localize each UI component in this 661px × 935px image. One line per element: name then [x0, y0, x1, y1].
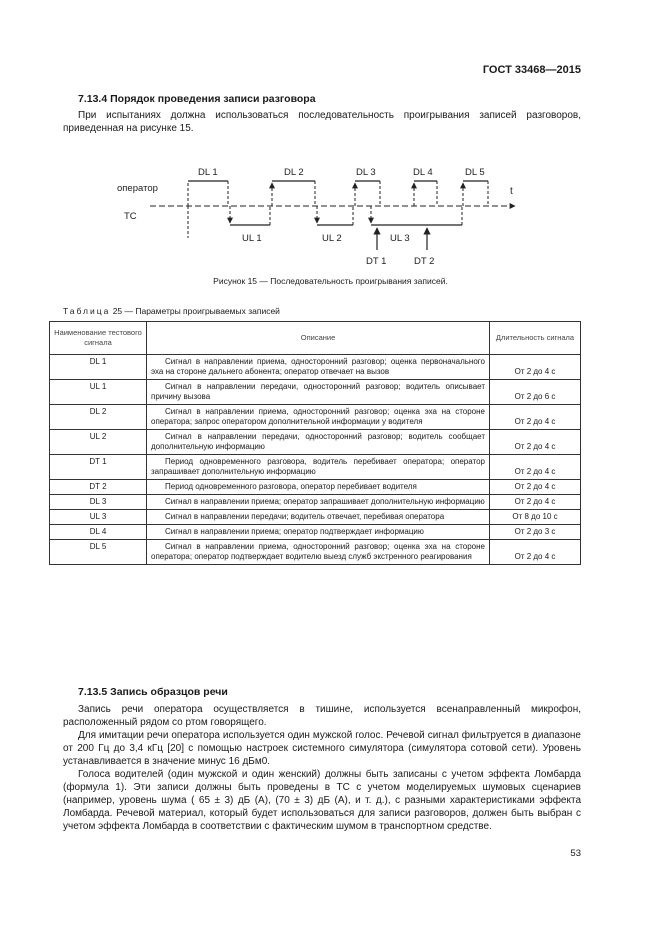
label-dl4: DL 4: [413, 167, 433, 178]
time-label: t: [510, 186, 513, 197]
table-caption-rest: 25 — Параметры проигрываемых записей: [110, 306, 280, 316]
description-cell: Сигнал в направлении приема; оператор подтверждает информацию: [147, 525, 490, 540]
duration-cell: От 8 до 10 с: [490, 510, 581, 525]
table-row: [50, 430, 581, 455]
header-duration: Длительность сигнала: [490, 322, 581, 355]
page-number: 53: [570, 848, 581, 859]
duration-cell: От 2 до 3 с: [490, 525, 581, 540]
document-header: ГОСТ 33468—2015: [482, 64, 581, 76]
duration-cell: От 2 до 4 с: [490, 495, 581, 510]
paragraph: Запись речи оператора осуществляется в тишине, используется всенаправленный микрофон, расположенный рядом со ртом говорящего.: [63, 704, 581, 728]
label-ul1: UL 1: [242, 233, 262, 244]
table-row: [50, 380, 581, 405]
duration-cell: От 2 до 4 с: [490, 540, 581, 565]
description-cell: Сигнал в направлении приема, односторонний разговор; оценка эха на стороне оператора; запрос оператором дополнительной информации у водителя: [147, 405, 490, 430]
duration-cell: От 2 до 4 с: [490, 480, 581, 495]
label-dl2: DL 2: [284, 167, 304, 178]
paragraph: Для имитации речи оператора используется один мужской голос. Речевой сигнал фильтруется в диапазоне от 200 Гц до 3,4 кГц [20] с помощью настроек системного симулятора (симулятора сотовой сети). Уровень устанавливается в значение минус 16 дБм0.: [63, 730, 581, 767]
description-cell: Сигнал в направлении передачи, односторонний разговор; водитель сообщает дополнительную информацию: [147, 430, 490, 455]
intro-paragraph: При испытаниях должна использоваться последовательность проигрывания записей разговоров, приведенная на рисунке 15.: [63, 110, 581, 134]
table-row: [50, 525, 581, 540]
table-row: [50, 455, 581, 480]
signal-name-cell: UL 3: [50, 510, 147, 525]
label-ul2: UL 2: [322, 233, 342, 244]
table-header-row: [50, 322, 581, 355]
dl-edges: [188, 181, 488, 206]
signal-name-cell: DL 1: [50, 355, 147, 380]
label-dt1: DT 1: [366, 256, 387, 267]
duration-cell: От 2 до 4 с: [490, 430, 581, 455]
table-caption: [63, 306, 280, 316]
signal-name-cell: UL 1: [50, 380, 147, 405]
duration-cell: От 2 до 6 с: [490, 380, 581, 405]
table-row: [50, 495, 581, 510]
duration-cell: От 2 до 4 с: [490, 405, 581, 430]
description-cell: Сигнал в направлении приема, односторонний разговор; оценка эха на стороне оператора; оператор подтверждает водителю выезд служб экстренного реагирования: [147, 540, 490, 565]
description-cell: Сигнал в направлении приема; оператор запрашивает дополнительную информацию: [147, 495, 490, 510]
description-cell: Сигнал в направлении передачи; водитель отвечает, перебивая оператора: [147, 510, 490, 525]
table-caption-prefix: Таблица: [63, 306, 111, 316]
label-dl3: DL 3: [356, 167, 376, 178]
signal-name-cell: DL 4: [50, 525, 147, 540]
section-intro: [63, 109, 581, 135]
sequence-diagram: [0, 150, 661, 275]
table-row: [50, 540, 581, 565]
description-cell: Период одновременного разговора, оператор перебивает водителя: [147, 480, 490, 495]
tc-label: ТС: [124, 211, 137, 222]
description-cell: Сигнал в направлении приема, односторонний разговор; оценка первоначального эха на стороне дальнего абонента; оператор отвечает на вызов: [147, 355, 490, 380]
label-dl5: DL 5: [465, 167, 485, 178]
signal-name-cell: DT 1: [50, 455, 147, 480]
figure-caption: Рисунок 15 — Последовательность проигрывания записей.: [213, 276, 448, 286]
signal-name-cell: DL 2: [50, 405, 147, 430]
parameters-table: [49, 321, 581, 565]
signal-name-cell: DL 5: [50, 540, 147, 565]
signal-name-cell: UL 2: [50, 430, 147, 455]
header-name: Наименование тестового сигнала: [50, 322, 147, 355]
signal-name-cell: DL 3: [50, 495, 147, 510]
section2-body: [63, 703, 581, 833]
section-title: 7.13.4 Порядок проведения записи разговора: [78, 93, 316, 105]
header-description: Описание: [147, 322, 490, 355]
description-cell: Период одновременного разговора, водитель перебивает оператора; оператор запрашивает дополнительную информацию: [147, 455, 490, 480]
table-row: [50, 510, 581, 525]
section2-title: 7.13.5 Запись образцов речи: [78, 686, 228, 698]
description-cell: Сигнал в направлении передачи, односторонний разговор; водитель описывает причину вызова: [147, 380, 490, 405]
operator-label: оператор: [117, 183, 158, 194]
label-dl1: DL 1: [198, 167, 218, 178]
signal-name-cell: DT 2: [50, 480, 147, 495]
table-row: [50, 480, 581, 495]
duration-cell: От 2 до 4 с: [490, 355, 581, 380]
duration-cell: От 2 до 4 с: [490, 455, 581, 480]
label-ul3: UL 3: [390, 233, 410, 244]
label-dt2: DT 2: [414, 256, 435, 267]
table-row: [50, 405, 581, 430]
ul-edges: [230, 206, 462, 225]
table-row: [50, 355, 581, 380]
paragraph: Голоса водителей (один мужской и один женский) должны быть записаны с учетом эффекта Ломбарда (формула 1). Эти записи должны быть проведены в ТС с учетом моделируемых шумовых сценариев (например, уровень шума ( 65 ± 3) дБ (А), (70 ± 3) дБ (А), и т. д.), с разными характеристиками эффекта Ломбарда. Речевой материал, который будет использоваться для записи разговоров, должен быть выбран с учетом эффекта Ломбарда в соответствии с фактическим шумом в транспортном средстве.: [63, 769, 581, 832]
